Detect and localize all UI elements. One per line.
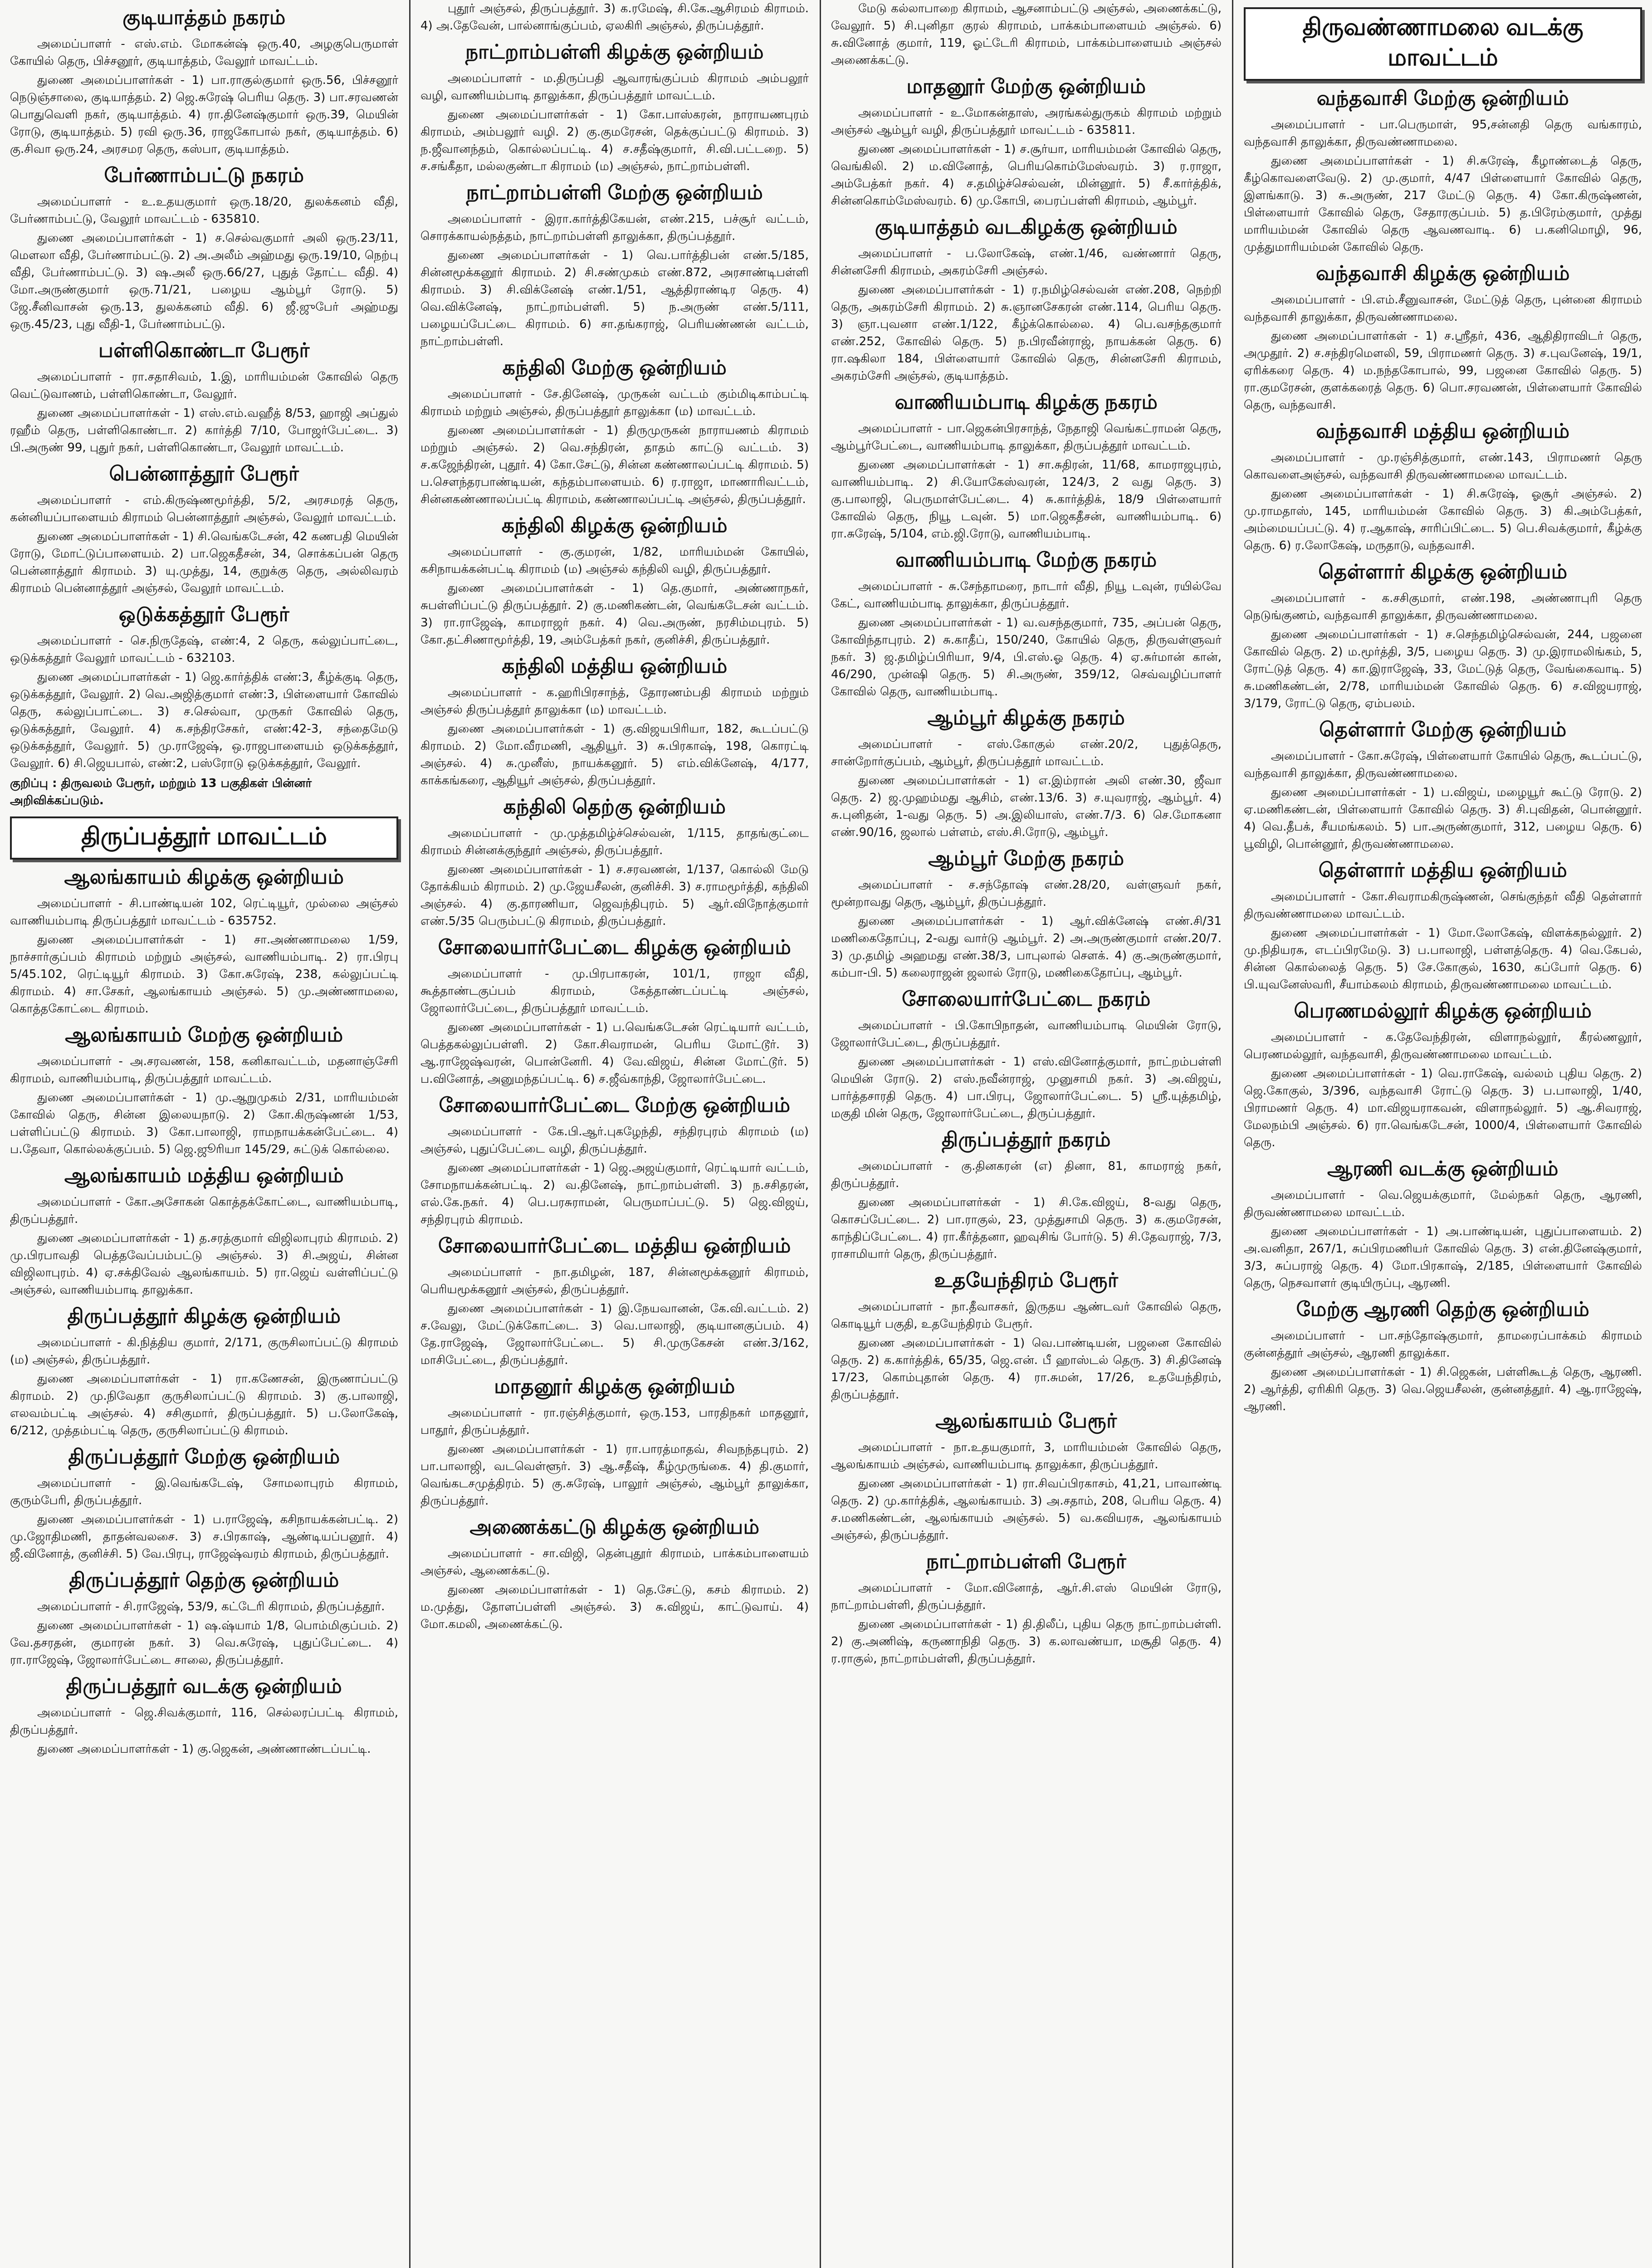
paragraph: துணை அமைப்பாளர்கள் - 1) ச.செந்தமிழ்செல்வன், 244, பஜனை கோவில் தெரு. 2) ம.மூர்த்தி, 3/5, பழைய தெரு. 3) மு.இராமலிங்கம், 5, ரோட்டுத் தெரு. 4) கா.இராஜேஷ், 33, மேட்டுத் தெரு, வேங்கைவாடி. 5) சு.மணிகண்டன், 2/78, மாரியம்மன் கோவில் தெரு. 6) ச.விஜயராஜ், 3/179, ரோட்டு தெரு, ஏம்பலம். — [1244, 628, 1642, 710]
paragraph: அமைப்பாளர் - மு.பிரபாகரன், 101/1, ராஜா வீதி, கூத்தாண்டகுப்பம் கிராமம், கேத்தாண்டப்பட்டி அஞ்சல், ஜோலார்பேட்டை, திருப்பத்தூர் மாவட்டம். — [420, 967, 809, 1015]
paragraph: அமைப்பாளர் - இ.வெங்கடேஷ், சோமலாபுரம் கிராமம், குரும்பேரி, திருப்பத்தூர். — [10, 1476, 398, 1507]
section-title: அணைக்கட்டு கிழக்கு ஒன்றியம் — [469, 1516, 760, 1538]
paragraph: புதூர் அஞ்சல், திருப்பத்தூர். 3) க.ரமேஷ், சி.கே.ஆசிரமம் கிராமம். 4) அ.தேவேன், பால்னாங்குப்பம், ஏலகிரி அஞ்சல், திருப்பத்தூர். — [420, 2, 809, 33]
paragraph: துணை அமைப்பாளர்கள் - 1) ச.செல்வகுமார் அலி ஒரு.23/11, மௌலா வீதி, பேர்ணாம்பட்டு. 2) அ.அலீம் அஹ்மது ஒரு.19/10, நெற்பு வீதி, பேர்ணாம்பட்டு. 3) ஷ.அலீ ஒரு.66/27, புதுத் தோட்ட வீதி. 4) மோ.அருண்குமார் ஒரு.71/21, பழைய ஆம்பூர் ரோடு. 5) ஜே.சீனிவாசன் ஒரு.13, துலக்கனம் வீதி. 6) ஜீ.ஜுபேர் அஹ்மது ஒரு.45/23, புது வீதி-1, பேர்ணாம்பட்டு. — [10, 231, 398, 331]
paragraph: துணை அமைப்பாளர்கள் - 1) எ.இம்ரான் அலி எண்.30, ஜீவா தெரு. 2) ஜ.முஹம்மது ஆசிம், எண்.13/6. 3) ச.யுவராஜ், ஆம்பூர். 4) சு.புனிதன், 1-வது தெரு. 5) அ.இலியாஸ், எண்.7/3. 6) செ.மோகனா எண்.90/16, ஜலால் பள்ளம், எஸ்.சி.ரோடு, ஆம்பூர். — [831, 774, 1222, 839]
paragraph: மேடு கல்லாபாறை கிராமம், ஆசனாம்பட்டு அஞ்சல், அணைக்கட்டு, வேலூர். 5) சி.புனிதா குரல் கிராமம், பாக்கம்பாளையம் அஞ்சல். 6) சு.வினோத் குமார், 119, ஓட்டேரி கிராமம், பாக்கம்பாளையம் அஞ்சல் அணைக்கட்டு. — [831, 2, 1222, 67]
paragraph: துணை அமைப்பாளர்கள் - 1) ர.நமிழ்செல்வன் எண்.208, நெற்றி தெரு, அகரம்சேரி கிராமம். 2) சு.ஞானசேகரன் எண்.114, பெரிய தெரு. 3) ஞா.புவனா எண்.1/122, கீழ்க்கொல்லை. 4) பெ.வசந்தகுமார் எண்.252, கோவில் தெரு. 5) ந.பிரவீன்ராஜ், நாயக்கன் தெரு. 6) ரா.ஷகிலா 184, பிள்ளையார் கோவில் தெரு, சின்னசேரி கிராமம், அகரம்சேரி அஞ்சல், குடியாத்தம். — [831, 283, 1222, 383]
paragraph: அமைப்பாளர் - க.சசிகுமார், எண்.198, அண்ணாபுரி தெரு நெடுங்குணம், வந்தவாசி தாலுக்கா, திருவண்ணாமலை. — [1244, 591, 1642, 622]
section-title: வந்தவாசி மேற்கு ஒன்றியம் — [1316, 87, 1569, 109]
paragraph: அமைப்பாளர் - உ.உதயகுமார் ஒரு.18/20, துலக்கனம் வீதி, பேர்ணாம்பட்டு, வேலூர் மாவட்டம் - 635810. — [10, 195, 398, 226]
paragraph: துணை அமைப்பாளர்கள் - 1) ச.சரவணன், 1/137, கொல்லி மேடு தோக்கியம் கிராமம். 2) மு.ஜேயசீலன், குனிச்சி. 3) ச.ராமமூர்த்தி, கந்திலி அஞ்சல். 4) கு.தாரணியா, ஜெவந்திபுரம். 5) ஆர்.விநோத்குமார் எண்.5/35 பெரும்பட்டு கிராமம், திருப்பத்தூர். — [420, 863, 809, 928]
paragraph: அமைப்பாளர் - எம்.கிருஷ்ணமூர்த்தி, 5/2, அரசமரத் தெரு, கன்னியப்பாளையம் கிராமம் பென்னாத்தூர் அஞ்சல், வேலூர் மாவட்டம். — [10, 494, 398, 524]
paragraph: துணை அமைப்பாளர்கள் - 1) ஷ.ஷ்யாம் 1/8, பொம்மிகுப்பம். 2) வே.தசரதன், குமாரன் நகர். 3) வெ.சுரேஷ், புதுப்பேட்டை. 4) ரா.ராஜேஷ், ஜோலார்பேட்டை சாலை, திருப்பத்தூர். — [10, 1619, 398, 1667]
section-title: திருப்பத்தூர் நகரம் — [941, 1129, 1111, 1151]
paragraph: அமைப்பாளர் - அ.சரவணன், 158, கனிகாவட்டம், மதனாஞ்சேரி கிராமம், வாணியம்பாடி, திருப்பத்தூர் மாவட்டம். — [10, 1055, 398, 1085]
section-title: பள்ளிகொண்டா பேரூர் — [98, 339, 310, 362]
paragraph: அமைப்பாளர் - பி.எம்.சீனுவாசன், மேட்டுத் தெரு, புன்னை கிராமம் வந்தவாசி தாலுக்கா, திருவண்ணாமலை. — [1244, 293, 1642, 324]
section-title: கந்திலி தெற்கு ஒன்றியம் — [503, 796, 726, 818]
paragraph: அமைப்பாளர் - நா.தீவாசகர், இருதய ஆண்டவர் கோவில் தெரு, கொடியூர் பகுதி, உதயேந்திரம் பேரூர். — [831, 1300, 1222, 1331]
column-rule — [1232, 0, 1233, 2268]
section-title: நாட்றாம்பள்ளி கிழக்கு ஒன்றியம் — [465, 41, 764, 63]
paragraph: துணை அமைப்பாளர்கள் - 1) தெ.குமார், அண்ணாநகர், சுபள்ளிப்பட்டு திருப்பத்தூர். 2) கு.மணிகண்டன், வெங்கடேசன் வட்டம். 3) ரா.ராஜேஷ், காமராஜர் நகர். 4) வெ.அருண், நரசிம்மபுரம். 5) கோ.தட்சிணாமூர்த்தி, 19, அம்பேத்கர் நகர், குனிச்சி, திருப்பத்தூர். — [420, 582, 809, 647]
paragraph: துணை அமைப்பாளர்கள் - 1) தி.திலீப், புதிய தெரு நாட்றாம்பள்ளி. 2) கு.அணிஷ், கருணாநிதி தெரு. 3) க.லாவண்யா, மசூதி தெரு. 4) ர.ராகுல், நாட்றாம்பள்ளி, திருப்பத்தூர். — [831, 1618, 1222, 1666]
paragraph: அமைப்பாளர் - நா.உதயகுமார், 3, மாரியம்மன் கோவில் தெரு, ஆலங்காயம் அஞ்சல், வாணியம்பாடி தாலுக்கா, திருப்பத்தூர். — [831, 1441, 1222, 1471]
section-title: நாட்றாம்பள்ளி பேரூர் — [926, 1550, 1127, 1573]
paragraph: அமைப்பாளர் - கோ.சுரேஷ், பிள்ளையார் கோயில் தெரு, கூடப்பட்டு, வந்தவாசி தாலுக்கா, திருவண்ணாமலை. — [1244, 749, 1642, 780]
paragraph: துணை அமைப்பாளர்கள் - 1) திருமுருகன் நாராயணம் கிராமம் மற்றும் அஞ்சல். 2) வெ.சந்திரன், தாதம் காட்டு வட்டம். 3) ச.கஜேந்திரன், புதூர். 4) கோ.சேட்டு, சின்ன கண்ணாலப்பட்டி கிராமம். 5) ப.சௌந்தரபாண்டியன், கந்தம்பாளையம். 6) ர.ராஜா, மாணாரிவட்டம், சின்னகண்ணாலப்பட்டி கிராமம், கண்ணாலப்பட்டி அஞ்சல், திருப்பத்தூர். — [420, 424, 809, 506]
column-2 — [411, 0, 819, 2268]
paragraph: துணை அமைப்பாளர்கள் - 1) சி.ஜெகன், பள்ளிகூடத் தெரு, ஆரணி. 2) ஆர்த்தி, ஏரிகிரி தெரு. 3) வெ.ஜெயசீலன், குன்னத்தூர். 4) ஆ.ராஜேஷ், ஆரணி. — [1244, 1365, 1642, 1413]
paragraph: துணை அமைப்பாளர்கள் - 1) ஜெ.கார்த்திக் எண்:3, கீழ்க்குடி தெரு, ஒடுக்கத்தூர், வேலூர். 2) வெ.அஜித்குமார் எண்:3, பிள்ளையார் கோவில் தெரு, கல்லுப்பாட்டை. 3) ச.செல்வா, முருகர் கோவில் தெரு, ஒடுக்கத்தூர், வேலூர். 4) க.சந்திரசேகர், எண்:42-3, சந்தைமேடு ஒடுக்கத்தூர், வேலூர். 5) மு.ராஜேஷ், ஒ.ராஜபாளையம் ஒடுக்கத்தூர், வேலூர். 6) சி.ஜெயபால், எண்:2, பஸ்ரோடு ஒடுக்கத்தூர், வேலூர். — [10, 670, 398, 770]
paragraph: அமைப்பாளர் - பா.சந்தோஷ்குமார், தாமரைப்பாக்கம் கிராமம் குன்னத்தூர் அஞ்சல், ஆரணி தாலுக்கா. — [1244, 1329, 1642, 1360]
paragraph: அமைப்பாளர் - ம.திருப்பதி ஆவாரங்குப்பம் கிராமம் அம்பலூர் வழி, வாணியம்பாடி தாலுக்கா, திருப்பத்தூர் மாவட்டம். — [420, 72, 809, 103]
section-title: திருப்பத்தூர் கிழக்கு ஒன்றியம் — [67, 1305, 341, 1327]
section-title: ஆம்பூர் கிழக்கு நகரம் — [927, 707, 1125, 729]
paragraph: துணை அமைப்பாளர்கள் - 1) ஜெ.அஜய்குமார், ரெட்டியார் வட்டம், சோமநாயக்கன்பட்டி. 2) வ.தினேஷ், நாட்றாம்பள்ளி. 3) ந.சசிதரன், எல்.கே.நகர். 4) பெ.பரசுராமன், பெருமாப்பட்டு. 5) ஜெ.விஜய், சந்திரபுரம் கிராமம். — [420, 1161, 809, 1227]
paragraph: துணை அமைப்பாளர்கள் - 1) சி.வெங்கடேசன், 42 கணபதி மெயின் ரோடு, மோட்டுப்பாளையம். 2) பா.ஜெகதீசன், 34, சொக்கப்பன் தெரு பென்னாத்தூர் கிராமம். 3) யு.முத்து, 14, குறுக்கு தெரு, அல்லிவரம் கிராமம் பென்னாத்தூர் அஞ்சல், வேலூர் மாவட்டம். — [10, 530, 398, 595]
section-title: குடியாத்தம் வடகிழக்கு ஒன்றியம் — [875, 216, 1178, 238]
section-title: திருப்பத்தூர் வடக்கு ஒன்றியம் — [66, 1675, 342, 1697]
paragraph: அமைப்பாளர் - வெ.ஜெயக்குமார், மேல்நகர் தெரு, ஆரணி, திருவண்ணாமலை மாவட்டம். — [1244, 1188, 1642, 1219]
paragraph: துணை அமைப்பாளர்கள் - 1) ப.வெங்கடேசன் ரெட்டியார் வட்டம், பெத்தகல்லுப்பள்ளி. 2) கோ.சிவராமன், பெரிய மோட்டூர். 3) ஆ.ராஜேஷ்வரன், பொன்னேரி. 4) வே.விஜய், சின்ன மோட்டூர். 5) ப.வினோத், அனுமந்தப்பட்டி. 6) ச.ஜீவ்காந்தி, ஜோலார்பேட்டை. — [420, 1021, 809, 1086]
section-title: ஆலங்காயம் பேரூர் — [935, 1410, 1117, 1432]
section-title: பெரணமல்லூர் கிழக்கு ஒன்றியம் — [1294, 1000, 1592, 1022]
paragraph: அமைப்பாளர் - செ.நிருதேஷ், எண்:4, 2 தெரு, கல்லுப்பாட்டை, ஒடுக்கத்தூர் வேலூர் மாவட்டம் - 632103. — [10, 634, 398, 665]
paragraph: அமைப்பாளர் - சி.ராஜேஷ், 53/9, கட்டேரி கிராமம், திருப்பத்தூர். — [37, 1600, 385, 1613]
paragraph: துணை அமைப்பாளர்கள் - 1) ஆர்.விக்னேஷ் எண்.சி/31 மணிகைதோப்பு, 2-வது வார்டு ஆம்பூர். 2) அ.அருண்குமார் எண்.20/7. 3) மு.தமிழ் அஹமது எண்.38/3, பாபுலால் சௌக். 4) கு.அருண்குமார், கம்பா-பி. 5) கலைராஜன் ஜலால் ரோடு, மணிகைதோப்பு, ஆம்பூர். — [831, 914, 1222, 980]
paragraph: துணை அமைப்பாளர்கள் - 1) எஸ்.எம்.வஹீத் 8/53, ஹாஜி அப்துல் ரஹீம் தெரு, பள்ளிகொண்டா. 2) கார்த்தி 7/10, போஜர்பேட்டை. 3) பி.அருண் 99, புதுர் நகர், பள்ளிகொண்டா, வேலூர் மாவட்டம். — [10, 406, 398, 455]
paragraph: துணை அமைப்பாளர்கள் - 1) ச.ஸ்ரீதர், 436, ஆதிதிராவிடர் தெரு, அமுதூர். 2) ச.சந்திரமௌலி, 59, பிராமணர் தெரு. 3) ச.புவனேஷ், 19/1, ஏரிக்கரை தெரு. 4) ம.நந்தகோபால், 99, பஜனை கோவில் தெரு. 5) ரா.குமரேசன், குளக்கரைத் தெரு. 6) பொ.சரவணன், பிள்ளையார் கோவில் தெரு, வந்தவாசி. — [1244, 329, 1642, 412]
paragraph: அமைப்பாளர் - பி.கோபிநாதன், வாணியம்பாடி மெயின் ரோடு, ஜோலார்பேட்டை, திருப்பத்தூர். — [831, 1019, 1222, 1050]
paragraph: துணை அமைப்பாளர்கள் - 1) ச.சூர்யா, மாரியம்மன் கோவில் தெரு, வெங்கிலி. 2) ம.வினோத், பெரியகொம்மேஸ்வரம். 3) ர.ராஜா, அம்பேத்கர் நகர். 4) ச.தமிழ்ச்செல்வன், மின்னூர். 5) சீ.கார்த்திக், சின்னகொம்மேஸ்வரம். 6) மு.கோபி, பைரப்பள்ளி கிராமம், ஆம்பூர். — [831, 142, 1222, 208]
paragraph: துணை அமைப்பாளர்கள் - 1) வெ.ராகேஷ், வல்லம் புதிய தெரு. 2) ஜெ.கோகுல், 3/396, வந்தவாசி ரோட்டு தெரு. 3) ப.பாலாஜி, 1/40, பிராமணர் தெரு. 4) மா.விஜயராகவன், விளாநல்லூர். 5) ஆ.சிவராஜ், மேலநம்பி அஞ்சல். 6) ரா.வெங்கடேசன், 1000/4, பிள்ளையார் கோவில் தெரு. — [1244, 1067, 1642, 1149]
paragraph: துணை அமைப்பாளர்கள் - 1) இ.நேயவானன், கே.வி.வட்டம். 2) ச.வேலு, மேட்டுக்கோட்டை. 3) வெ.பாலாஜி, குடியானகுப்பம். 4) தே.ராஜேஷ், ஜோலார்பேட்டை. 5) சி.முருகேசன் எண்.3/162, மாசிபேட்டை, திருப்பத்தூர். — [420, 1302, 809, 1367]
section-title: தெள்ளார் மத்திய ஒன்றியம் — [1318, 859, 1568, 881]
paragraph: துணை அமைப்பாளர்கள் - 1) கு.விஜயபிரியா, 182, கூடப்பட்டு கிராமம். 2) மோ.வீரமணி, ஆதியூர். 3) சு.பிரகாஷ், 198, கொரட்டி அஞ்சல். 4) சு.முனீஸ், நாயக்கனூர். 5) எம்.விக்னேஷ், 4/177, காக்கங்கரை, ஆதியூர் அஞ்சல், திருப்பத்தூர். — [420, 722, 809, 787]
paragraph: அமைப்பாளர் - கோ.சிவராமகிருஷ்ணன், செங்குந்தர் வீதி தெள்ளார் திருவண்ணாமலை மாவட்டம். — [1244, 890, 1642, 921]
paragraph: அமைப்பாளர் - மு.முத்தமிழ்ச்செல்வன், 1/115, தாதங்குட்டை கிராமம் சின்னக்குந்தூர் அஞ்சல், திருப்பத்தூர். — [420, 826, 809, 857]
paragraph: துணை அமைப்பாளர்கள் - 1) கோ.பாஸ்கரன், நாராயணபுரம் கிராமம், அம்பலூர் வழி. 2) கு.குமரேசன், தெக்குப்பட்டு கிராமம். 3) ந.ஜீவானந்தம், கொல்லப்பட்டி. 4) ச.சதீஷ்குமார், சி.வி.பட்டறை. 5) ச.சங்கீதா, மல்லகுண்டா கிராமம் (ம) அஞ்சல், நாட்றாம்பள்ளி. — [420, 108, 809, 173]
paragraph: அமைப்பாளர் - பா.ஜெகன்பிரசாந்த், நேதாஜி வெங்கட்ராமன் தெரு, ஆம்பூர்பேட்டை, வாணியம்பாடி தாலுக்கா, திருப்பத்தூர் மாவட்டம். — [831, 422, 1222, 453]
paragraph: அமைப்பாளர் - மோ.வினோத், ஆர்.சி.எஸ் மெயின் ரோடு, நாட்றாம்பள்ளி, திருப்பத்தூர். — [831, 1581, 1222, 1612]
paragraph: அமைப்பாளர் - ரா.ரஞ்சித்குமார், ஒரு.153, பாரதிநகர் மாதனூர், பாதூர், திருப்பத்தூர். — [420, 1406, 809, 1437]
paragraph: அமைப்பாளர் - பா.பெருமாள், 95,சன்னதி தெரு வங்காரம், வந்தவாசி தாலுக்கா, திருவண்ணாமலை. — [1244, 118, 1642, 149]
paragraph: துணை அமைப்பாளர்கள் - 1) மோ.லோகேஷ், விளக்கநல்லூர். 2) மு.நிதியரசு, எடப்பிரமேடு. 3) ப.பாலாஜி, பள்ளத்தெரு. 4) வெ.கேபல், சின்ன கொல்லைத் தெரு. 5) சே.கோகுல், 1630, கப்போர் தெரு. 6) பி.யுவனேஸ்வரி, சீயாம்கலம் கிராமம், திருவண்ணாமலை மாவட்டம். — [1244, 926, 1642, 992]
section-title: கந்திலி மத்திய ஒன்றியம் — [502, 655, 728, 677]
section-title: ஆம்பூர் மேற்கு நகரம் — [928, 847, 1124, 870]
section-title: ஆலங்காயம் மேற்கு ஒன்றியம் — [65, 1024, 343, 1046]
paragraph: துணை அமைப்பாளர்கள் - 1) சி.சுரேஷ், ஓசூர் அஞ்சல். 2) மு.ராமதாஸ், 145, மாரியம்மன் கோவில் தெரு. 3) கி.அம்பேத்கர், அம்மையப்பட்டு. 4) ர.ஆகாஷ், சாரிப்பிட்டை. 5) பெ.சிவக்குமார், கீழ்க்கு தெரு. 6) ர.லோகேஷ், மருதாடு, வந்தவாசி. — [1244, 487, 1642, 552]
section-title: திருப்பத்தூர் தெற்கு ஒன்றியம் — [69, 1569, 339, 1591]
section-title: சோலையார்பேட்டை நகரம் — [902, 988, 1151, 1010]
paragraph: துணை அமைப்பாளர்கள் - 1) பா.ராகுல்குமார் ஒரு.56, பிச்சனூர் நெடுஞ்சாலை, குடியாத்தம். 2) ஜெ.சுரேஷ் பெரிய தெரு. 3) பா.சரவணன் பொதுவெளி நகர், குடியாத்தம். 4) ரா.தினேஷ்குமார் ஒரு.39, மெயின் ரோடு, குடியாத்தம். 5) ரவி ஒரு.36, ராஜகோபால் நகர், குடியாத்தம். 6) கு.சிவா ஒரு.24, அரசமர தெரு, கஸ்பா, குடியாத்தம். — [10, 73, 398, 156]
paragraph: அமைப்பாளர் - ச.சந்தோஷ் எண்.28/20, வள்ளுவர் நகர், மூன்றாவது தெரு, ஆம்பூர், திருப்பத்தூர். — [831, 878, 1222, 909]
paragraph: அமைப்பாளர் - எஸ்.எம். மோகன்ஷ் ஒரு.40, அழகுபெருமாள் கோயில் தெரு, பிச்சனூர், குடியாத்தம், வேலூர் மாவட்டம். — [10, 37, 398, 68]
paragraph: துணை அமைப்பாளர்கள் - 1) வெ.பார்த்திபன் எண்.5/185, சின்னமூக்கனூர் கிராமம். 2) சி.சண்முகம் எண்.872, அரசாண்டிபள்ளி கிராமம். 3) சி.விக்னேஷ் எண்.1/51, ஆத்திராண்டிர தெரு. 4) வெ.விக்னேஷ், நாட்றாம்பள்ளி. 5) ந.அருண் எண்.5/111, பழையப்பேட்டை கிராமம். 6) சா.தங்கராஜ், பெரியண்ணன் வட்டம், நாட்றாம்பள்ளி. — [420, 249, 809, 348]
section-title: உதயேந்திரம் பேரூர் — [934, 1269, 1119, 1291]
paragraph: அமைப்பாளர் - உ.மோகன்தாஸ், அரங்கல்துருகம் கிராமம் மற்றும் அஞ்சல் ஆம்பூர் வழி, திருப்பத்தூர் மாவட்டம் - 635811. — [831, 106, 1222, 137]
paragraph: துணை அமைப்பாளர்கள் - 1) ரா.பாரத்மாதவ், சிவநந்தபுரம். 2) பா.பாலாஜி, வடவெள்ளூர். 3) ஆ.சதீஷ், கீழ்முருங்கை. 4) தி.குமார், வெங்கடசமுத்திரம். 5) கு.சுரேஷ், பாலூர் அஞ்சல், ஆம்பூர் தாலுக்கா, திருப்பத்தூர். — [420, 1442, 809, 1508]
district-banner: திருப்பத்தூர் மாவட்டம் — [10, 816, 398, 860]
paragraph: துணை அமைப்பாளர்கள் - 1) சி.கே.விஜய், 8-வது தெரு, கொசப்பேட்டை. 2) பா.ராகுல், 23, முத்துசாமி தெரு. 3) க.குமரேசன், காந்திப்பேட்டை. 4) ரா.கீர்த்தனா, ஹவுசிங் போர்டு. 5) சி.தேவராஜ், 7/3, ராசாமியார் தெரு, திருப்பத்தூர். — [831, 1196, 1222, 1261]
paragraph: அமைப்பாளர் - கு.குமரன், 1/82, மாரியம்மன் கோயில், கசிநாயக்கன்பட்டி கிராமம் (ம) அஞ்சல் கந்திலி வழி, திருப்பத்தூர். — [420, 545, 809, 576]
paragraph: அமைப்பாளர் - நா.தமிழன், 187, சின்னமூக்கனூர் கிராமம், பெரியமூக்கனூர் அஞ்சல், திருப்பத்தூர். — [420, 1266, 809, 1296]
paragraph: அமைப்பாளர் - சே.தினேஷ், முருகன் வட்டம் கும்மிடிகாம்பட்டி கிராமம் மற்றும் அஞ்சல், திருப்பத்தூர் தாலுக்கா (ம) மாவட்டம். — [420, 387, 809, 418]
section-title: கந்திலி கிழக்கு ஒன்றியம் — [501, 514, 728, 537]
section-title: ஒடுக்கத்தூர் பேரூர் — [118, 603, 290, 626]
section-title: திருப்பத்தூர் மேற்கு ஒன்றியம் — [68, 1446, 340, 1468]
column-1 — [0, 0, 408, 2268]
section-title: சோலையார்பேட்டை மத்திய ஒன்றியம் — [438, 1235, 791, 1257]
section-title: தெள்ளார் மேற்கு ஒன்றியம் — [1319, 719, 1567, 741]
paragraph: அமைப்பாளர் - சி.பாண்டியன் 102, ரெட்டியூர், முல்லை அஞ்சல் வாணியம்பாடி திருப்பத்தூர் மாவட்டம் - 635752. — [10, 897, 398, 928]
paragraph: துணை அமைப்பாளர்கள் - 1) வெ.பாண்டியன், பஜனை கோவில் தெரு. 2) க.கார்த்திக், 65/35, ஜெ.என். பீ ஹாஸ்டல் தெரு. 3) சி.தினேஷ் 17/23, கொம்புதான் தெரு. 4) ரா.சுமன், 17/26, உதயேந்திரம், திருப்பத்தூர். — [831, 1336, 1222, 1402]
section-title: வந்தவாசி மத்திய ஒன்றியம் — [1316, 420, 1570, 442]
paragraph: அமைப்பாளர் - க.ஹரிபிரசாந்த், தோரணம்பதி கிராமம் மற்றும் அஞ்சல் திருப்பத்தூர் தாலுக்கா (ம) மாவட்டம். — [420, 686, 809, 717]
paragraph: அமைப்பாளர் - சா.விஜி, தென்புதூர் கிராமம், பாக்கம்பாளையம் அஞ்சல், ஆணைக்கட்டு. — [420, 1547, 809, 1578]
column-4 — [1234, 0, 1652, 2268]
paragraph: துணை அமைப்பாளர்கள் - 1) த.சரத்குமார் விஜிலாபுரம் கிராமம். 2) மு.பிரபாவதி பெத்தவேப்பம்பட்டு அஞ்சல். 3) சி.அஜய், சின்ன விஜிலாபுரம். 4) ஏ.சக்திவேல் ஆலங்காயம். 5) ரா.ஜெய் வள்ளிப்பட்டு அஞ்சல், வாணியம்பாடி தாலுக்கா. — [10, 1232, 398, 1297]
paragraph: அமைப்பாளர் - ரா.சதாசிவம், 1.இ, மாரியம்மன் கோவில் தெரு வெட்டுவாணம், பள்ளிகொண்டா, வேலூர். — [10, 370, 398, 401]
paragraph: துணை அமைப்பாளர்கள் - 1) அ.பாண்டியன், புதுப்பாளையம். 2) அ.வனிதா, 267/1, சுப்பிரமணியர் கோவில் தெரு. 3) என்.தினேஷ்குமார், 3/3, சுப்பராஜ் தெரு. 4) மோ.பிரகாஷ், 2/185, பிள்ளையார் கோவில் தெரு, நெசவாளர் குடியிருப்பு, ஆரணி. — [1244, 1225, 1642, 1290]
paragraph: துணை அமைப்பாளர்கள் - 1) வ.வசந்தகுமார், 735, அப்பன் தெரு, கோவிந்தாபுரம். 2) சு.காதீப், 150/240, கோயில் தெரு, திருவள்ளுவர் நகர். 3) ஜ.தமிழ்ப்பிரியா, 9/4, பி.எஸ்.ஓ தெரு. 4) ஏ.சுர்மான் கான், 46/290, முன்ஷி தெரு. 5) சி.அருண், 359/12, செவ்வழிப்பாளர் கோவில் தெரு, வாணியம்பாடி. — [831, 616, 1222, 699]
section-title: வந்தவாசி கிழக்கு ஒன்றியம் — [1316, 262, 1570, 284]
section-title: கந்திலி மேற்கு ஒன்றியம் — [502, 357, 727, 379]
paragraph: துணை அமைப்பாளர்கள் - 1) சி.சுரேஷ், கீழாண்டைத் தெரு, கீழ்கொவளைவேடு. 2) மு.குமார், 4/47 பிள்ளையார் கோவில் தெரு, இளங்காடு. 3) சு.அருண், 217 மேட்டு தெரு. 4) கோ.கிருஷ்ணன், பிள்ளையார் கோவில் தெரு, சேதாரகுப்பம். 5) த.பிரேம்குமார், முத்து மாரியம்மன் கோவில் தெரு ஆவணவாடி. 6) ப.கனிமொழி, 96, முத்துமாரியம்மன் கோவில் தெரு. — [1244, 154, 1642, 254]
paragraph: அமைப்பாளர் - கு.தினகரன் (எ) தினா, 81, காமராஜ் நகர், திருப்பத்தூர். — [831, 1159, 1222, 1190]
section-title: மாதனூர் மேற்கு ஒன்றியம் — [906, 75, 1146, 98]
section-title: சோலையார்பேட்டை கிழக்கு ஒன்றியம் — [438, 936, 792, 958]
paragraph: துணை அமைப்பாளர்கள் - 1) சா.சுதிரன், 11/68, காமராஜபுரம், வாணியம்பாடி. 2) சி.யோகேஸ்வரன், 124/3, 2 வது தெரு. 3) கு.பாலாஜி, பெருமாள்பேட்டை. 4) சு.கார்த்திக், 18/9 பிள்ளையார் கோவில் தெரு, நியூ டவுன். 5) மா.ஜெகதீசன், வாணியம்பாடி. 6) ரா.சுரேஷ், 5/104, எம்.ஜி.ரோடு, வாணியம்பாடி. — [831, 458, 1222, 541]
paragraph: துணை அமைப்பாளர்கள் - 1) தெ.சேட்டு, கசம் கிராமம். 2) ம.முத்து, தோளப்பள்ளி அஞ்சல். 3) சு.விஜய், காட்டுவாய். 4) மோ.கமலி, அணைக்கட்டு. — [420, 1583, 809, 1631]
paragraph: அமைப்பாளர் - கே.பி.ஆர்.புகழேந்தி, சந்திரபுரம் கிராமம் (ம) அஞ்சல், புதுப்பேட்டை வழி, திருப்பத்தூர். — [420, 1125, 809, 1156]
paragraph: துணை அமைப்பாளர்கள் - 1) எஸ்.வினோத்குமார், நாட்றம்பள்ளி மெயின் ரோடு. 2) எஸ்.நவீன்ராஜ், முனுசாமி நகர். 3) அ.விஜய், பார்த்தசாரதி தெரு. 4) பா.பிரபு, ஜோலார்பேட்டை. 5) ஸ்ரீ.யுத்தமிழ், மகுதி மின் தெரு, ஜோலார்பேட்டை, திருப்பத்தூர். — [831, 1055, 1222, 1120]
section-title: மாதனூர் கிழக்கு ஒன்றியம் — [494, 1375, 735, 1398]
paragraph: அமைப்பாளர் - ஜெ.சிவக்குமார், 116, செல்லரப்பட்டி கிராமம், திருப்பத்தூர். — [10, 1706, 398, 1737]
paragraph: துணை அமைப்பாளர்கள் - 1) ப.ராஜேஷ், கசிநாயக்கன்பட்டி. 2) மு.ஜோதிமணி, தாதன்வலசை. 3) ச.பிரகாஷ், ஆண்டியப்பனூர். 4) ஜீ.வினோத், குனிச்சி. 5) வே.பிரபு, ராஜேஷ்வரம் கிராமம், திருப்பத்தூர். — [10, 1513, 398, 1561]
paragraph: அமைப்பாளர் - சு.சேந்தாமரை, நாடார் வீதி, நியூ டவுன், ரயில்வே கேட், வாணியம்பாடி தாலுக்கா, திருப்பத்தூர். — [831, 580, 1222, 611]
paragraph: அமைப்பாளர் - ப.லோகேஷ், எண்.1/46, வண்ணார் தெரு, சின்னசேரி கிராமம், அகரம்சேரி அஞ்சல். — [831, 247, 1222, 278]
paragraph: அமைப்பாளர் - க.தேவேந்திரன், விளாநல்லூர், கீரல்ணலூர், பெரணமல்லூர், வந்தவாசி, திருவண்ணாமலை மாவட்டம். — [1244, 1031, 1642, 1061]
paragraph: துணை அமைப்பாளர்கள் - 1) மு.ஆறுமுகம் 2/31, மாரியம்மன் கோவில் தெரு, சின்ன இலையநாடு. 2) கோ.கிருஷ்ணன் 1/53, பள்ளிப்பட்டு கிராமம். 3) கோ.பாலாஜி, ராமநாயக்கன்பேட்டை. 4) ப.தேவா, கொல்லக்குப்பம். 5) ஜெ.ஜூரியா 145/29, சுட்டுக் கொல்லை. — [10, 1091, 398, 1156]
section-title: குடியாத்தம் நகரம் — [122, 6, 286, 29]
section-title: நாட்றாம்பள்ளி மேற்கு ஒன்றியம் — [466, 181, 763, 204]
note-text: குறிப்பு : திருவலம் பேரூர், மற்றும் 13 பகுதிகள் பின்னர் அறிவிக்கப்படும். — [10, 777, 312, 807]
section-title: வாணியம்பாடி கிழக்கு நகரம் — [894, 391, 1158, 413]
paragraph: துணை அமைப்பாளர்கள் - 1) சா.அண்ணாமலை 1/59, நாச்சார்குப்பம் கிராமம் மற்றும் அஞ்சல், வாணியம்பாடி. 2) ரா.பிரபு 5/45.102, ரெட்டியூர் கிராமம். 3) கோ.சுரேஷ், 238, கல்லுப்பட்டி கிராமம். 4) சா.சேகர், ஆலங்காயம் அஞ்சல். 5) மு.அண்ணாமலை, கொத்தகோட்டை கிராமம். — [10, 933, 398, 1016]
district-banner: திருவண்ணாமலை வடக்கு மாவட்டம் — [1244, 7, 1642, 81]
paragraph: துணை அமைப்பாளர்கள் - 1) ப.விஜய், மழையூர் கூட்டு ரோடு. 2) ஏ.மணிகண்டன், பிள்ளையார் கோவில் தெரு. 3) சி.புவிதன், பொன்னூர். 4) வெ.தீபக், சீயமங்கலம். 5) பா.அருண்குமார், 312, பழைய தெரு. 6) பூவிழி, பொன்னூர், திருவண்ணாமலை. — [1244, 786, 1642, 851]
paragraph: அமைப்பாளர் - கோ.அசோகன் கொத்தக்கோட்டை, வாணியம்பாடி, திருப்பத்தூர். — [10, 1195, 398, 1226]
paragraph: அமைப்பாளர் - இரா.கார்த்திகேயன், எண்.215, பச்சூர் வட்டம், சொரக்காயல்நத்தம், நாட்றாம்பள்ளி தாலுக்கா, திருப்பத்தூர். — [420, 212, 809, 243]
section-title: பேர்ணாம்பட்டு நகரம் — [104, 164, 304, 186]
section-title: சோலையார்பேட்டை மேற்கு ஒன்றியம் — [439, 1094, 791, 1116]
section-title: ஆலங்காயம் கிழக்கு ஒன்றியம் — [64, 866, 344, 888]
paragraph: துணை அமைப்பாளர்கள் - 1) ரா.சிவப்பிரகாசம், 41,21, பாவாண்டி தெரு. 2) மு.கார்த்திக், ஆலங்காயம். 3) அ.சதாம், 208, பெரிய தெரு. 4) ச.மணிகண்டன், ஆலங்காயம் அஞ்சல். 5) வ.கவியரசு, ஆலங்காயம் அஞ்சல், திருப்பத்தூர். — [831, 1477, 1222, 1542]
section-title: மேற்கு ஆரணி தெற்கு ஒன்றியம் — [1296, 1298, 1590, 1320]
paragraph: அமைப்பாளர் - எஸ்.கோகுல் எண்.20/2, புதுத்தெரு, சான்றோர்குப்பம், ஆம்பூர், திருப்பத்தூர் மாவட்டம். — [831, 738, 1222, 768]
section-title: பென்னாத்தூர் பேரூர் — [109, 463, 299, 485]
paragraph: துணை அமைப்பாளர்கள் - 1) கு.ஜெகன், அண்ணாண்டப்பட்டி. — [37, 1742, 371, 1756]
paragraph: அமைப்பாளர் - மு.ரஞ்சித்குமார், எண்.143, பிராமணர் தெரு கொவளைஅஞ்சல், வந்தவாசி திருவண்ணாமலை மாவட்டம். — [1244, 451, 1642, 482]
paragraph: துணை அமைப்பாளர்கள் - 1) ரா.கணேசன், இருணாப்பட்டு கிராமம். 2) மு.நிவேதா குருசிலாப்பட்டு கிராமம். 3) கு.பாலாஜி, எலவம்பட்டி அஞ்சல். 4) சசிகுமார், திருப்பத்தூர். 5) ப.லோகேஷ், 6/212, முத்தம்பட்டி தெரு, குருசிலாப்பட்டு கிராமம். — [10, 1372, 398, 1437]
section-title: தெள்ளார் கிழக்கு ஒன்றியம் — [1318, 561, 1568, 583]
paragraph: அமைப்பாளர் - கி.நித்திய குமார், 2/171, குருசிலாப்பட்டு கிராமம் (ம) அஞ்சல், திருப்பத்தூர். — [10, 1336, 398, 1367]
section-title: வாணியம்பாடி மேற்கு நகரம் — [895, 549, 1157, 571]
section-title: ஆலங்காயம் மத்திய ஒன்றியம் — [64, 1164, 344, 1187]
column-3 — [821, 0, 1232, 2268]
section-title: ஆரணி வடக்கு ஒன்றியம் — [1327, 1158, 1559, 1180]
